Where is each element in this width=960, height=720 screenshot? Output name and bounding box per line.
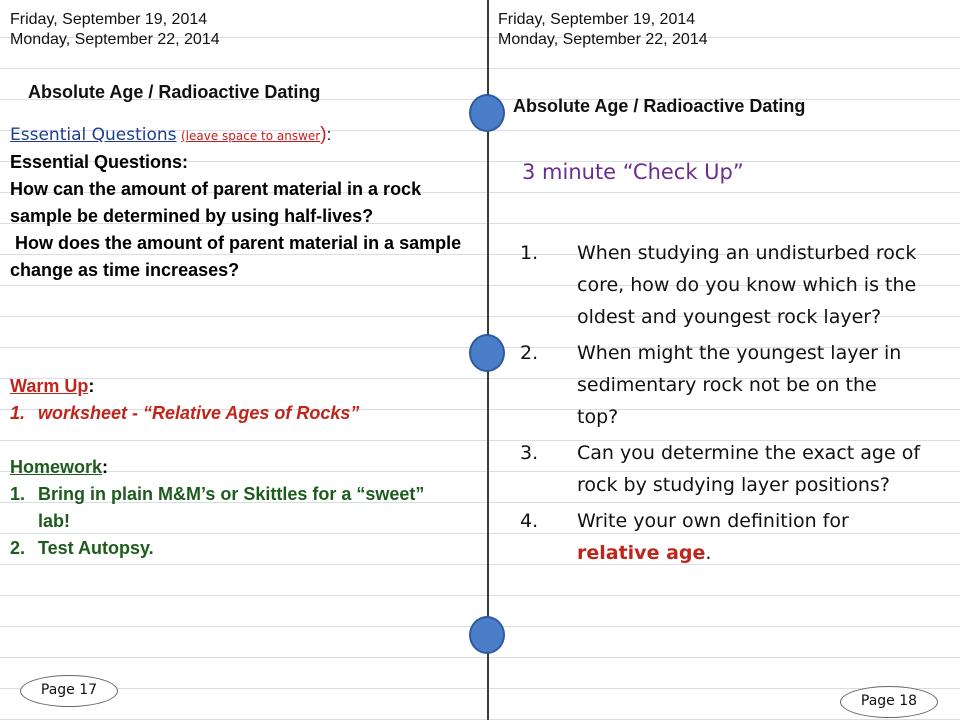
right-date-line2: Monday, September 22, 2014 <box>498 31 708 48</box>
list-item <box>10 535 460 562</box>
heading-colon: : <box>326 125 332 144</box>
leave-space-note: (leave space to answer <box>180 129 321 143</box>
question-item <box>520 437 920 501</box>
list-item-text: Test Autopsy. <box>38 538 154 558</box>
essential-questions-section <box>10 122 475 284</box>
essential-questions-sublabel: Essential Questions: <box>10 152 189 172</box>
list-item-text: Bring in plain M&M’s or Skittles for a “sweet” lab! <box>38 484 425 531</box>
question-number: 3. <box>520 442 539 464</box>
question-end-punct: . <box>705 542 712 564</box>
homework-colon: : <box>102 457 109 477</box>
list-item-number: 1. <box>10 484 26 504</box>
right-title: Absolute Age / Radioactive Dating <box>513 96 806 116</box>
homework-heading <box>10 454 460 481</box>
homework-list <box>10 481 460 562</box>
question-number: 1. <box>520 242 539 264</box>
question-text: When might the youngest layer in sedimentary rock not be on the top? <box>577 342 902 428</box>
question-item <box>520 237 920 333</box>
page-18-label: Page 18 <box>840 686 938 718</box>
essential-questions-label: Essential Questions <box>10 125 177 145</box>
binder-hole-middle <box>469 334 505 372</box>
list-item <box>10 481 460 535</box>
list-item <box>10 400 475 427</box>
warm-up-section <box>10 373 475 427</box>
left-date-line1: Friday, September 19, 2014 <box>10 11 208 28</box>
question-item <box>520 505 920 569</box>
relative-age-term: relative age <box>577 542 706 564</box>
question-number: 4. <box>520 510 539 532</box>
question-item <box>520 337 920 433</box>
question-text: Can you determine the exact age of rock by studying layer positions? <box>577 442 921 496</box>
essential-questions-heading <box>10 122 475 149</box>
note-close-paren: ) <box>320 124 327 145</box>
right-dates <box>498 10 708 50</box>
left-title: Absolute Age / Radioactive Dating <box>28 82 321 102</box>
question-text: Write your own definition for <box>577 510 849 532</box>
check-up-heading: 3 minute “Check Up” <box>522 160 744 184</box>
question-text: When studying an undisturbed rock core, how do you know which is the oldest and youngest rock layer? <box>577 242 917 328</box>
binder-hole-bottom <box>469 616 505 654</box>
homework-label: Homework <box>10 457 103 477</box>
list-item-text: worksheet - “Relative Ages of Rocks” <box>38 403 360 423</box>
check-up-questions <box>520 237 920 573</box>
warm-up-list <box>10 400 475 427</box>
question-number: 2. <box>520 342 539 364</box>
warm-up-heading <box>10 373 475 400</box>
page-17-label: Page 17 <box>20 675 118 707</box>
essential-question-1: How can the amount of parent material in a rock sample be determined by using half-lives? <box>10 179 422 226</box>
right-date-line1: Friday, September 19, 2014 <box>498 11 696 28</box>
left-dates <box>10 10 220 50</box>
left-date-line2: Monday, September 22, 2014 <box>10 31 220 48</box>
warm-up-label: Warm Up <box>10 376 89 396</box>
list-item-number: 1. <box>10 403 26 423</box>
warm-up-colon: : <box>88 376 95 396</box>
homework-section <box>10 454 460 562</box>
list-item-number: 2. <box>10 538 26 558</box>
essential-question-2: How does the amount of parent material in a sample change as time increases? <box>10 233 467 280</box>
